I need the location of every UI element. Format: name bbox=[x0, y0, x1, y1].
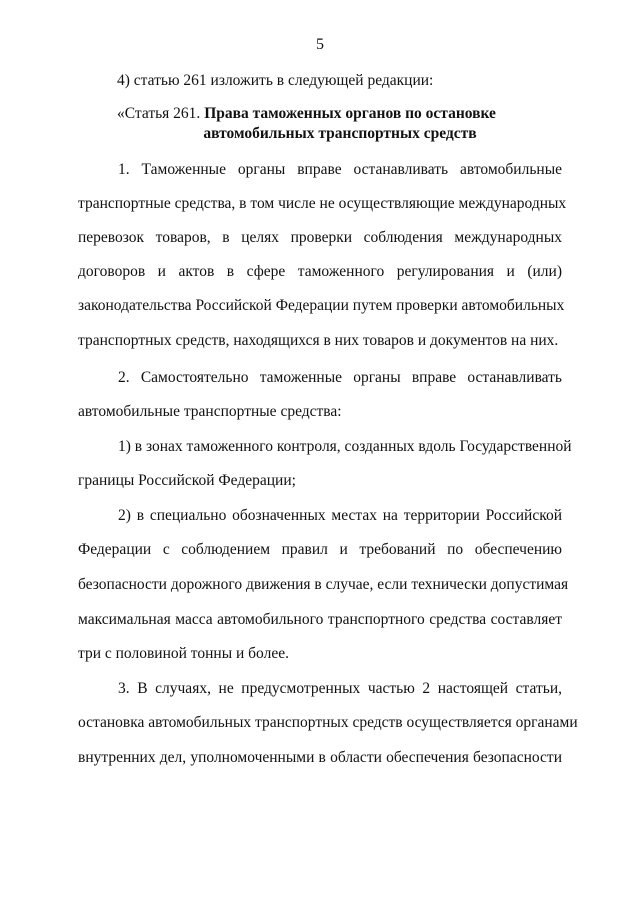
paragraph-1-line-5: законодательства Российской Федерации путем проверки автомобильных bbox=[78, 297, 565, 314]
article-heading bbox=[117, 104, 547, 144]
amendment-intro: 4) статью 261 изложить в следующей редакции: bbox=[117, 72, 434, 89]
list-item-2-line-5: три с половиной тонны и более. bbox=[78, 645, 289, 662]
paragraph-1-line-4: договоров и актов в сфере таможенного регулирования и (или) bbox=[78, 263, 562, 280]
list-item-1-line-2: границы Российской Федерации; bbox=[78, 472, 296, 489]
paragraph-2-line-1: 2. Самостоятельно таможенные органы вправе останавливать bbox=[118, 369, 562, 386]
page-number: 5 bbox=[316, 36, 324, 53]
list-item-2-line-1: 2) в специально обозначенных местах на территории Российской bbox=[118, 507, 562, 524]
list-item-2-line-4: максимальная масса автомобильного транспортного средства составляет bbox=[78, 611, 562, 628]
article-title-line-1: Права таможенных органов по остановке bbox=[204, 105, 496, 122]
paragraph-1-line-6: транспортных средств, находящихся в них товаров и документов на них. bbox=[78, 332, 559, 349]
paragraph-1-line-1: 1. Таможенные органы вправе останавливать автомобильные bbox=[118, 161, 562, 178]
list-item-1-line-1: 1) в зонах таможенного контроля, созданных вдоль Государственной bbox=[118, 438, 572, 455]
article-title-line-2: автомобильных транспортных средств bbox=[203, 125, 477, 142]
paragraph-3-line-1: 3. В случаях, не предусмотренных частью 2 настоящей статьи, bbox=[118, 680, 562, 697]
paragraph-2-line-2: автомобильные транспортные средства: bbox=[78, 403, 342, 420]
paragraph-3-line-2: остановка автомобильных транспортных средств осуществляется органами bbox=[78, 714, 578, 731]
list-item-2-line-3: безопасности дорожного движения в случае, если технически допустимая bbox=[78, 576, 569, 593]
paragraph-1-line-3: перевозок товаров, в целях проверки соблюдения международных bbox=[78, 229, 562, 246]
article-number: «Статья 261. bbox=[117, 105, 201, 122]
paragraph-3-line-3: внутренних дел, уполномоченными в области обеспечения безопасности bbox=[78, 749, 562, 766]
paragraph-1-line-2: транспортные средства, в том числе не осуществляющие международных bbox=[78, 195, 567, 212]
list-item-2-line-2: Федерации с соблюдением правил и требований по обеспечению bbox=[78, 541, 562, 558]
